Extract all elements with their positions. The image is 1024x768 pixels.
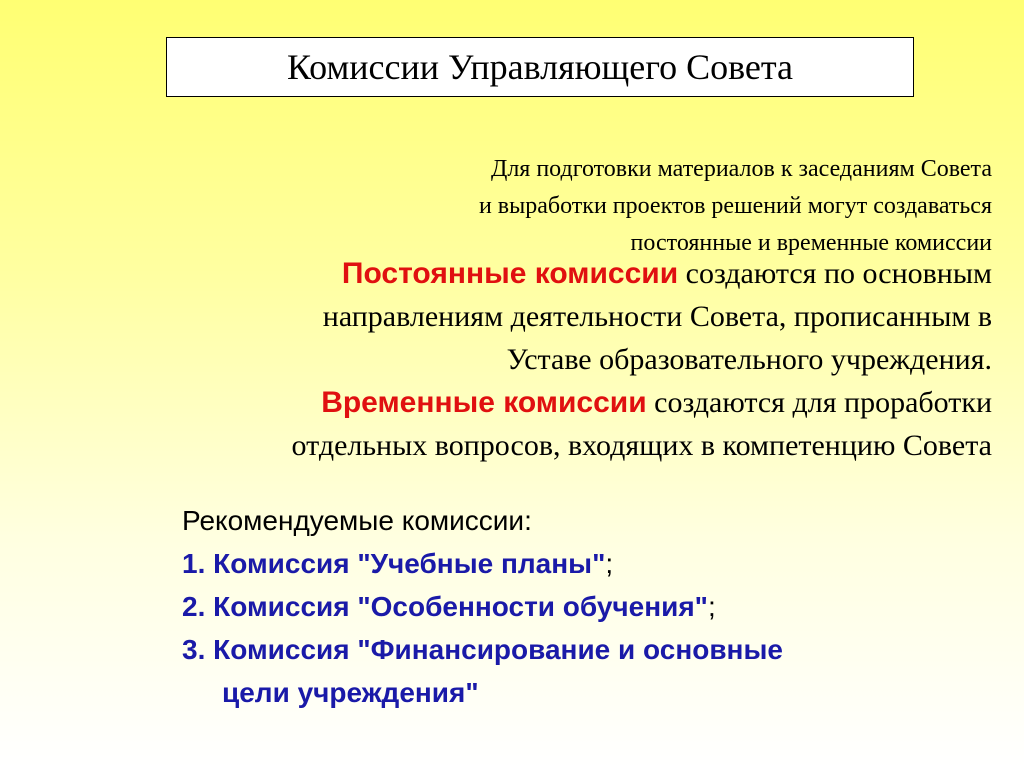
temporary-text-1: создаются для проработки: [646, 386, 992, 419]
slide-title-box: [166, 37, 914, 97]
permanent-line-2: направлениям деятельности Совета, прописанным в: [322, 300, 992, 333]
recommended-commissions: [182, 499, 1002, 714]
list-item: [182, 542, 1002, 585]
temporary-line-2: отдельных вопросов, входящих в компетенцию Совета: [291, 429, 992, 462]
list-item: [182, 585, 1002, 628]
intro-line: постоянные и временные комиссии: [630, 230, 992, 256]
list-item: [182, 628, 1002, 714]
permanent-term: Постоянные комиссии: [341, 257, 679, 290]
list-item-text: 2. Комиссия "Особенности обучения": [182, 591, 708, 622]
temporary-line-1: [92, 381, 992, 424]
intro-line: и выработки проектов решений могут создаваться: [478, 193, 992, 219]
permanent-line-1: [92, 252, 992, 295]
permanent-text-1: создаются по основным: [678, 257, 992, 290]
recommended-heading: Рекомендуемые комиссии:: [182, 505, 532, 536]
list-item-text: 3. Комиссия "Финансирование и основные: [182, 634, 783, 665]
slide-title: Комиссии Управляющего Совета: [286, 47, 794, 87]
permanent-line-3: Уставе образовательного учреждения.: [506, 343, 992, 376]
intro-paragraph: [252, 151, 992, 262]
list-item-suffix: ;: [605, 548, 614, 579]
temporary-term: Временные комиссии: [321, 386, 647, 419]
list-item-suffix: ;: [707, 591, 716, 622]
commissions-description: [92, 252, 992, 467]
list-item-continuation: цели учреждения": [222, 677, 479, 708]
intro-line: Для подготовки материалов к заседаниям Совета: [490, 156, 992, 182]
list-item-text: 1. Комиссия "Учебные планы": [182, 548, 606, 579]
